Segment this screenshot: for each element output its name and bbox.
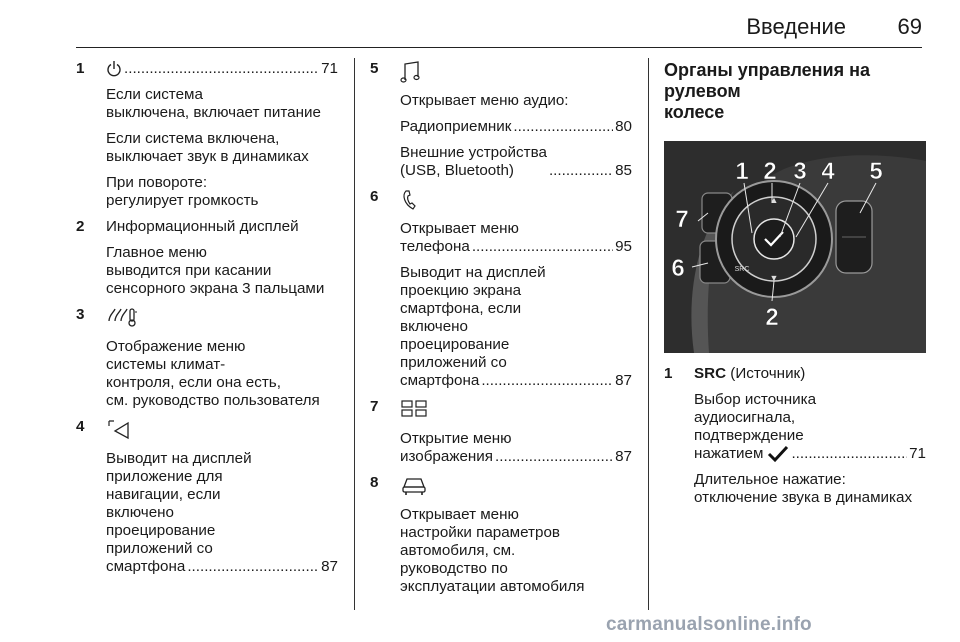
item-number: 6 bbox=[370, 188, 379, 205]
page-ref[interactable]: 87 bbox=[615, 448, 632, 465]
description: Отображение меню системы климат- контроля, если она есть, см. руководство пользователя bbox=[106, 338, 320, 409]
toc-line: Радиоприемник ..... 80 bbox=[400, 118, 632, 136]
section-heading: Органы управления на рулевом колесе bbox=[664, 60, 870, 122]
item-number: 3 bbox=[76, 306, 85, 323]
page-ref[interactable]: 95 bbox=[615, 238, 632, 255]
svg-text:3: 3 bbox=[793, 158, 807, 185]
item-5 bbox=[370, 60, 632, 180]
svg-text:▲: ▲ bbox=[769, 195, 779, 205]
svg-text:4: 4 bbox=[821, 158, 835, 185]
music-note-icon bbox=[400, 60, 632, 84]
item-3 bbox=[76, 306, 338, 410]
page-ref[interactable]: 87 bbox=[615, 372, 632, 389]
header-rule bbox=[76, 47, 922, 48]
item-1 bbox=[76, 60, 338, 210]
wheel-item-1 bbox=[664, 365, 926, 507]
watermark: carmanualsonline.info bbox=[606, 614, 812, 635]
svg-text:7: 7 bbox=[675, 206, 689, 233]
description: Выводит на дисплей проекцию экрана смартфона, если включено проецирование приложений со bbox=[400, 264, 546, 371]
chapter-title: Введение bbox=[746, 14, 846, 39]
item-number: 7 bbox=[370, 398, 379, 415]
svg-text:SRC: SRC bbox=[734, 266, 750, 273]
page-ref[interactable]: 71 bbox=[909, 445, 926, 462]
toc-line bbox=[106, 60, 338, 78]
column-3 bbox=[664, 60, 926, 515]
description: Открывает меню настройки параметров автомобиля, см. руководство по эксплуатации автомобиля bbox=[400, 506, 585, 595]
item-title: SRC (Источник) bbox=[694, 365, 806, 382]
description: При повороте: регулирует громкость bbox=[106, 174, 259, 209]
item-8 bbox=[370, 474, 632, 596]
item-number: 2 bbox=[76, 218, 85, 235]
svg-text:5: 5 bbox=[869, 158, 883, 185]
description: Открытие меню bbox=[400, 430, 512, 447]
description: Главное меню выводится при касании сенсорного экрана 3 пальцами bbox=[106, 244, 325, 297]
climate-icon bbox=[106, 306, 338, 330]
column-divider-1 bbox=[354, 58, 355, 610]
item-4 bbox=[76, 418, 338, 576]
page-number: 69 bbox=[897, 14, 922, 39]
item-2 bbox=[76, 218, 338, 298]
svg-text:▼: ▼ bbox=[769, 273, 779, 283]
steering-wheel-figure bbox=[664, 141, 926, 353]
item-number: 4 bbox=[76, 418, 85, 435]
svg-text:2: 2 bbox=[765, 304, 779, 331]
toc-line: телефона ..... 95 bbox=[400, 238, 632, 256]
page-ref[interactable]: 71 bbox=[321, 60, 338, 77]
toc-line: смартфона ..... 87 bbox=[106, 558, 338, 576]
description: Выводит на дисплей приложение для навигации, если включено проецирование приложений со bbox=[106, 450, 252, 557]
description: Длительное нажатие: отключение звука в динамиках bbox=[694, 471, 913, 506]
power-icon bbox=[106, 60, 122, 78]
column-2 bbox=[370, 60, 632, 604]
description: Если система включена, выключает звук в динамиках bbox=[106, 130, 309, 165]
page-ref[interactable]: 87 bbox=[321, 558, 338, 575]
column-divider-2 bbox=[648, 58, 649, 610]
page-ref[interactable]: 80 bbox=[615, 118, 632, 135]
description: Если система выключена, включает питание bbox=[106, 86, 321, 121]
item-number: 1 bbox=[664, 365, 673, 382]
toc-line: изображения ..... 87 bbox=[400, 448, 632, 466]
description: Выбор источника аудиосигнала, подтверждение bbox=[694, 391, 817, 444]
svg-text:6: 6 bbox=[671, 255, 685, 282]
svg-text:2: 2 bbox=[763, 158, 777, 185]
item-7 bbox=[370, 398, 632, 466]
description: Открывает меню аудио: bbox=[400, 92, 569, 109]
checkmark-icon bbox=[767, 445, 789, 463]
item-number: 1 bbox=[76, 60, 85, 77]
apps-grid-icon bbox=[400, 398, 632, 422]
page-ref[interactable]: 85 bbox=[615, 162, 632, 179]
item-6 bbox=[370, 188, 632, 390]
car-icon bbox=[400, 474, 632, 498]
item-number: 8 bbox=[370, 474, 379, 491]
svg-text:1: 1 bbox=[735, 158, 749, 185]
toc-line: Внешние устройства (USB, Bluetooth) ..... 85 bbox=[400, 144, 632, 180]
item-title: Информационный дисплей bbox=[106, 218, 299, 235]
item-number: 5 bbox=[370, 60, 379, 77]
description: Открывает меню bbox=[400, 220, 519, 237]
navigation-icon bbox=[106, 418, 338, 442]
toc-line: смартфона ..... 87 bbox=[400, 372, 632, 390]
toc-line: нажатием ..... 71 bbox=[694, 445, 926, 463]
column-1 bbox=[76, 60, 338, 576]
phone-icon bbox=[400, 188, 632, 212]
